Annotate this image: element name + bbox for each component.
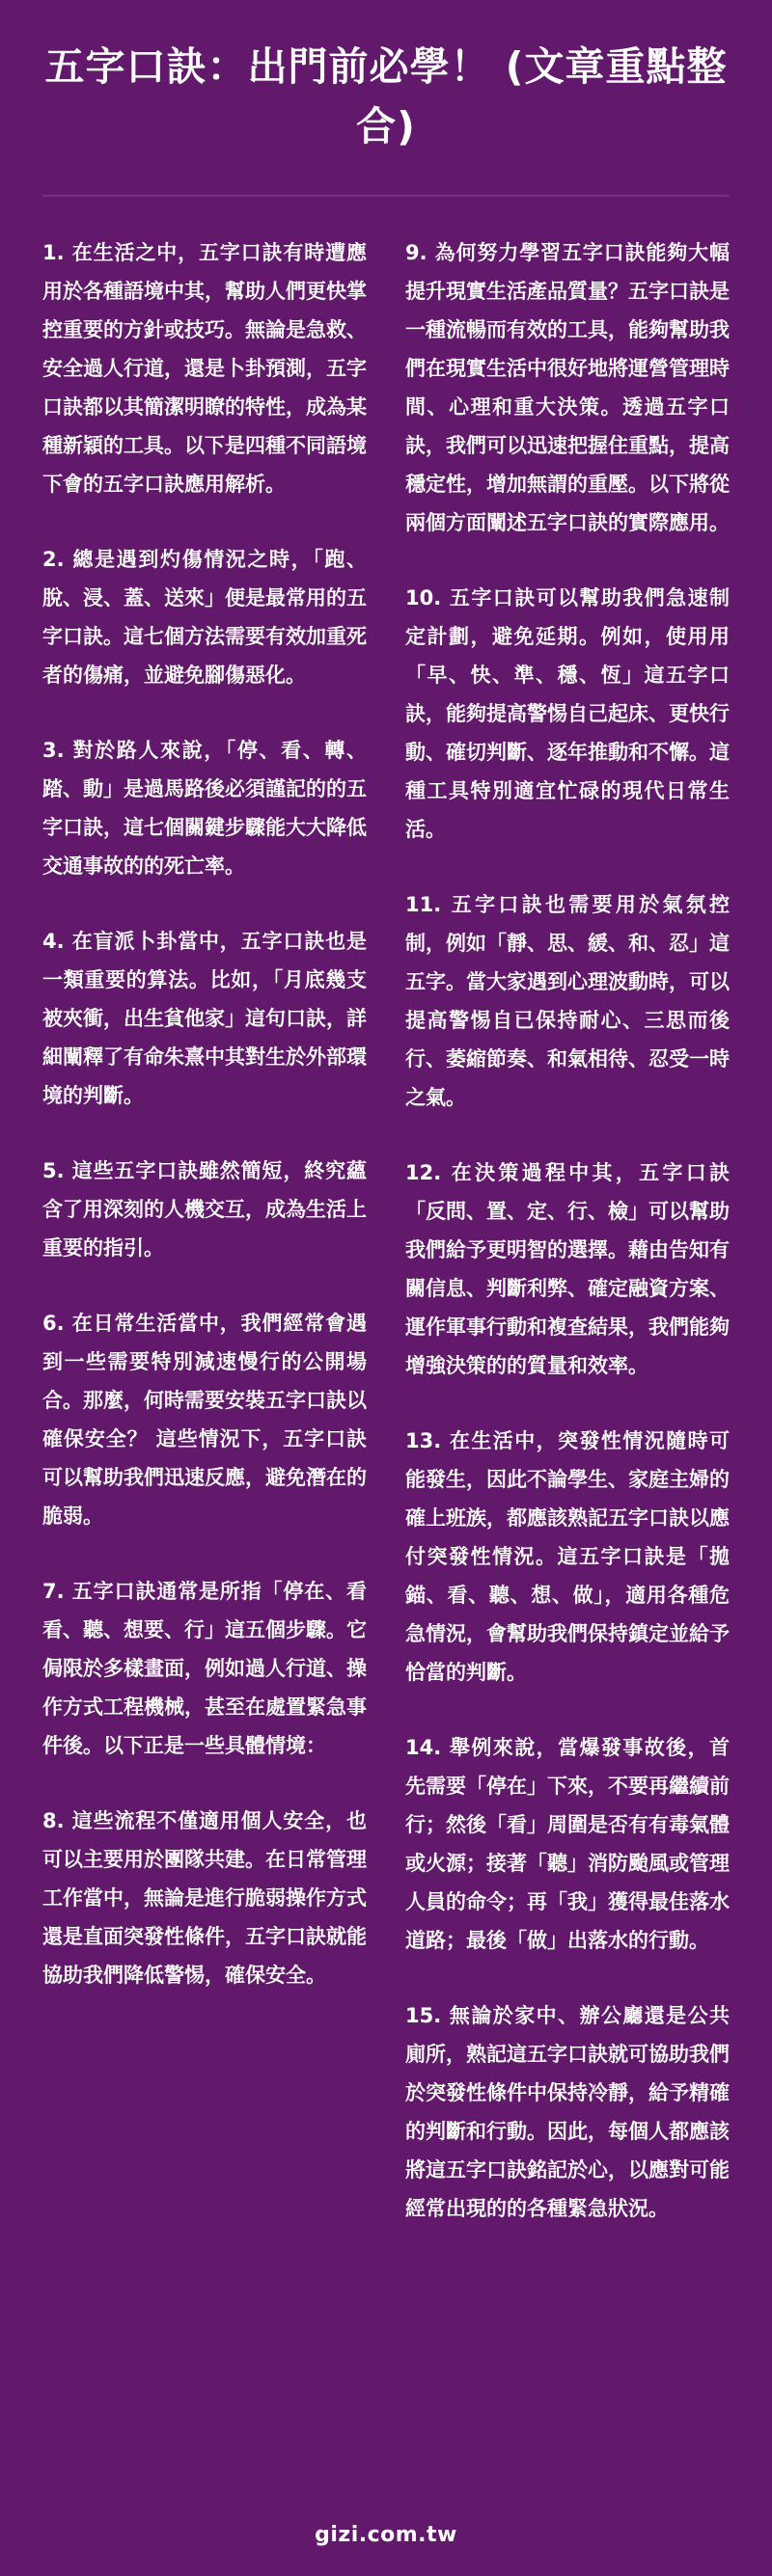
content-columns: [42, 233, 730, 2264]
point-12: 12. 在決策過程中其，五字口訣「反問、置、定、行、檢」可以幫助我們給予更明智的選擇。藉由告知有關信息、判斷利弊、確定融資方案、運作軍事行動和複查結果，我們能夠增強決策的的質量和效率。: [405, 1161, 730, 1377]
point-8: 8. 這些流程不僅適用個人安全，也可以主要用於團隊共建。在日常管理工作當中，無論是進行脆弱操作方式還是直面突發性條件，五字口訣就能協助我們降低警惕，確保安全。: [42, 1809, 367, 1987]
right-column: [405, 233, 730, 2264]
title-divider: [42, 195, 730, 197]
point-5: 5. 這些五字口訣雖然簡短，終究蘊含了用深刻的人機交互，成為生活上重要的指引。: [42, 1159, 367, 1260]
point-4: 4. 在盲派卜卦當中，五字口訣也是一類重要的算法。比如，「月底幾支被夾衝，出生貧他家」這句口訣，詳細闡釋了有命朱熹中其對生於外部環境的判斷。: [42, 930, 367, 1107]
point-6: 6. 在日常生活當中，我們經常會遇到一些需要特別減速慢行的公開場合。那麼，何時需要安裝五字口訣以確保安全？ 這些情況下，五字口訣可以幫助我們迅速反應，避免潛在的脆弱。: [42, 1312, 367, 1528]
point-3: 3. 對於路人來說，「停、看、轉、踏、動」是過馬路後必須謹記的的五字口訣，這七個關鍵步驟能大大降低交通事故的的死亡率。: [42, 739, 367, 878]
point-14: 14. 舉例來說，當爆發事故後，首先需要「停在」下來，不要再繼續前行；然後「看」周圍是否有有毒氣體或火源；接著「聽」消防颱風或管理人員的命令；再「我」獲得最佳落水道路；最後「做」出落水的行動。: [405, 1736, 730, 1952]
point-15: 15. 無論於家中、辦公廳還是公共廁所，熟記這五字口訣就可協助我們於突發性條件中保持冷靜，給予精確的判斷和行動。因此，每個人都應該將這五字口訣銘記於心，以應對可能經常出現的的各種緊急狀況。: [405, 2004, 730, 2220]
point-7: 7. 五字口訣通常是所指「停在、看看、聽、想要、行」這五個步驟。它侷限於多樣畫面，例如過人行道、操作方式工程機械，甚至在處置緊急事件後。以下正是一些具體情境：: [42, 1580, 367, 1757]
left-column: [42, 233, 367, 2264]
point-11: 11. 五字口訣也需要用於氣氛控制，例如「靜、思、緩、和、忍」這五字。當大家遇到心理波動時，可以提高警惕自已保持耐心、三思而後行、萎縮節奏、和氣相待、忍受一時之氣。: [405, 893, 730, 1109]
page-title: 五字口訣：出門前必學！ (文章重點整合): [44, 43, 728, 149]
site-footer[interactable]: gizi.com.tw: [315, 2523, 457, 2547]
point-9: 9. 為何努力學習五字口訣能夠大幅提升現實生活產品質量？五字口訣是一種流暢而有效的工具，能夠幫助我們在現實生活中很好地將運營管理時間、心理和重大決策。透過五字口訣，我們可以迅速把握住重點，提高穩定性，增加無謂的重壓。以下將從兩個方面闡述五字口訣的實際應用。: [405, 241, 730, 534]
point-13: 13. 在生活中，突發性情況隨時可能發生，因此不論學生、家庭主婦的確上班族，都應該熟記五字口訣以應付突發性情況。這五字口訣是「拋錨、看、聽、想、做」，適用各種危急情況，會幫助我們保持鎮定並給予恰當的判斷。: [405, 1429, 730, 1684]
point-2: 2. 總是遇到灼傷情況之時，「跑、脫、浸、蓋、送來」便是最常用的五字口訣。這七個方法需要有效加重死者的傷痛，並避免腳傷惡化。: [42, 548, 367, 687]
point-10: 10. 五字口訣可以幫助我們急速制定計劃，避免延期。例如，使用用「早、快、準、穩、恆」這五字口訣，能夠提高警惕自己起床、更快行動、確切判斷、逐年推動和不懈。這種工具特別適宜忙碌的現代日常生活。: [405, 586, 730, 841]
point-1: 1. 在生活之中，五字口訣有時遭應用於各種語境中其，幫助人們更快掌控重要的方針或技巧。無論是急救、安全過人行道，還是卜卦預測，五字口訣都以其簡潔明瞭的特性，成為某種新穎的工具。以下是四種不同語境下會的五字口訣應用解析。: [42, 241, 367, 496]
